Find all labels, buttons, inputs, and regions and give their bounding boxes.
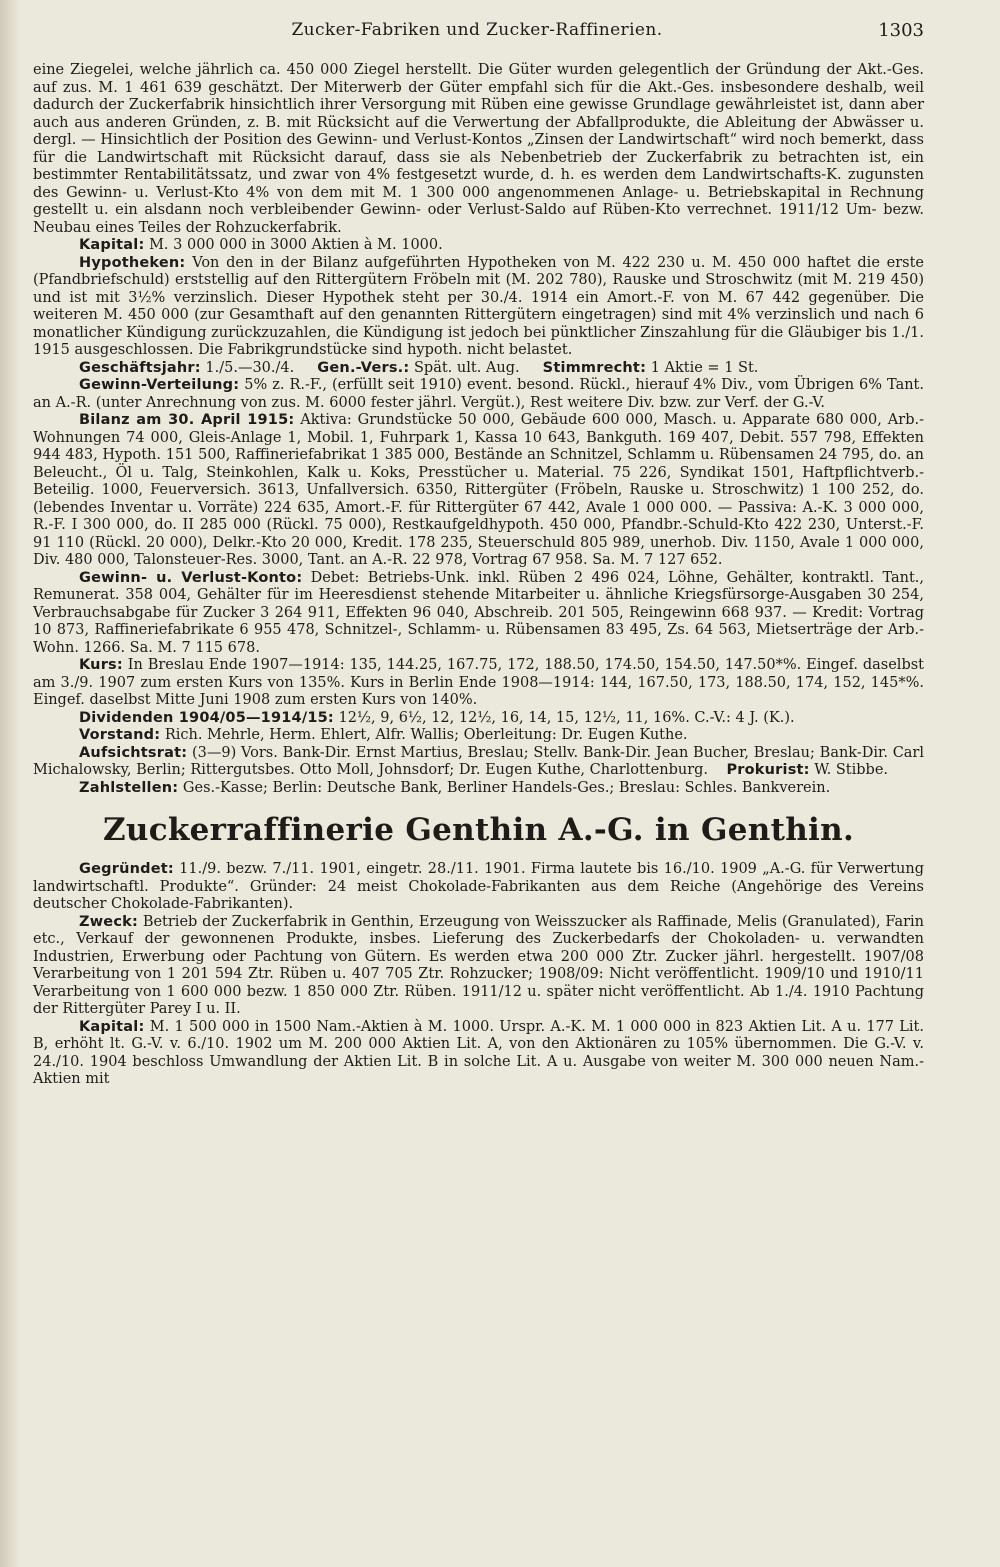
gewinnverteilung-text: 5% z. R.-F., (erfüllt seit 1910) event. besond. Rückl., hierauf 4% Div., vom Übrigen 6% Tant. an A.-R. (unter Anrechnung von zus. M. 6000 fester jährl. Vergüt.), Rest weitere Div. bzw. zur Verf. der G.-V. <box>33 377 924 411</box>
stimmrecht-label: Stimmrecht: <box>542 359 647 376</box>
geschaeftsjahr-label: Geschäftsjahr: <box>79 359 201 376</box>
guv-paragraph <box>33 570 924 658</box>
header-title: Zucker-Fabriken und Zucker-Raffinerien. <box>291 20 663 40</box>
bilanz-text: Aktiva: Grundstücke 50 000, Gebäude 600 000, Masch. u. Apparate 680 000, Arb.-Wohnungen 74 000, Gleis-Anlage 1, Mobil. 1, Fuhrpark 1, Kassa 10 643, Bankguth. 169 407, Debit. 557 798, Effekten 944 483, Hypoth. 151 500, Raffineriefabrikat 1 385 000, Bestände an Schnitzel, Schlamm u. Rübensamen 24 795, do. an Beleucht., Öl u. Talg, Steinkohlen, Kalk u. Koks, Presstücher u. Material. 75 226, Syndikat 1501, Haftpflichtverb.-Beteilig. 1000, Feuerversich. 3613, Unfallversich. 6350, Rittergüter (Fröbeln, Rauske u. Stroschwitz) 1 100 252, do. (lebendes Inventar u. Vorräte) 224 635, Amort.-F. für Rittergüter 67 442, Avale 1 000 000. — Passiva: A.-K. 3 000 000, R.-F. I 300 000, do. II 285 000 (Rückl. 75 000), Restkaufgeldhypoth. 450 000, Pfandbr.-Schuld-Kto 422 230, Unterst.-F. 91 110 (Rückl. 20 000), Delkr.-Kto 20 000, Kredit. 178 235, Steuerschuld 805 989, unerhob. Div. 1150, Avale 1 000 000, Div. 480 000, Talonsteuer-Res. 3000, Tant. an A.-R. 22 978, Vortrag 67 958. Sa. M. 7 127 652. <box>33 412 924 568</box>
dividenden-text: 12½, 9, 6½, 12, 12½, 16, 14, 15, 12½, 11, 16%. C.-V.: 4 J. (K.). <box>338 709 795 726</box>
kapital-text: M. 3 000 000 in 3000 Aktien à M. 1000. <box>149 237 443 253</box>
guv-label: Gewinn- u. Verlust-Konto: <box>79 569 303 586</box>
aufsichtsrat-paragraph <box>33 745 924 780</box>
zahlstellen-paragraph <box>33 780 924 798</box>
geschaeftsjahr-text: 1./5.—30./4. <box>205 359 295 376</box>
zweck-text: Betrieb der Zuckerfabrik in Genthin, Erzeugung von Weisszucker als Raffinade, Melis (Granulated), Farin etc., Verkauf der gewonnenen Produkte, insbes. Lieferung des Zuckerbedarfs der Chokoladen- u. verwandten Industrien, Erwerbung oder Pachtung von Gütern. Es werden etwa 200 000 Ztr. Zucker jährl. hergestellt. 1907/08 Verarbeitung von 1 201 594 Ztr. Rüben u. 407 705 Ztr. Rohzucker; 1908/09: Nicht veröffentlicht. 1909/10 und 1910/11 Verarbeitung von 1 600 000 bezw. 1 850 000 Ztr. Rüben. 1911/12 u. später nicht veröffentlicht. Ab 1./4. 1910 Pachtung der Rittergüter Parey I u. II. <box>33 913 925 1017</box>
intro-paragraph: eine Ziegelei, welche jährlich ca. 450 000 Ziegel herstellt. Die Güter wurden gelegentlich der Gründung der Akt.-Ges. auf zus. M. 1 461 639 geschätzt. Der Miterwerb der Güter empfahl sich für die Akt.-Ges. insbesondere deshalb, weil dadurch der Zuckerfabrik hinsichtlich ihrer Versorgung mit Rüben eine gewisse Grundlage gewährleistet ist, dann aber auch aus anderen Gründen, z. B. mit Rücksicht auf die Verwertung der Abfallprodukte, die Ableitung der Abwässer u. dergl. — Hinsichtlich der Position des Gewinn- und Verlust-Kontos „Zinsen der Landwirtschaft“ wird noch bemerkt, dass für die Landwirtschaft mit Rücksicht darauf, dass sie als Nebenbetrieb der Zuckerfabrik zu betrachten ist, ein bestimmter Rentabilitätssatz, und zwar von 4% festgesetzt wurde, d. h. es werden dem Landwirtschafts-K. zugunsten des Gewinn- u. Verlust-Kto 4% von dem mit M. 1 300 000 angenommenen Anlage- u. Betriebskapital in Rechnung gestellt u. ein alsdann noch verbleibender Gewinn- oder Verlust-Saldo auf Rüben-Kto verrechnet. 1911/12 Um- bezw. Neubau eines Teiles der Rohzuckerfabrik. <box>33 62 924 236</box>
gewinnverteilung-paragraph <box>33 377 924 412</box>
vorstand-label: Vorstand: <box>79 727 161 743</box>
gewinnverteilung-label: Gewinn-Verteilung: <box>79 377 240 393</box>
bilanz-paragraph <box>33 412 924 570</box>
company-heading: Zuckerraffinerie Genthin A.-G. in Genthin. <box>102 812 855 848</box>
gegruendet-paragraph <box>33 861 924 914</box>
zweck-paragraph <box>33 914 924 1019</box>
page-body <box>33 62 924 1089</box>
kapital2-paragraph <box>33 1019 924 1089</box>
hypotheken-label: Hypotheken: <box>79 254 186 271</box>
prokurist-label: Prokurist: <box>726 762 810 778</box>
vorstand-text: Rich. Mehrle, Herm. Ehlert, Alfr. Wallis; Oberleitung: Dr. Eugen Kuthe. <box>164 727 688 743</box>
kapital-paragraph <box>33 237 924 255</box>
kapital-label: Kapital: <box>79 237 145 253</box>
aufsichtsrat-label: Aufsichtsrat: <box>79 744 188 761</box>
gegruendet-text: 11./9. bezw. 7./11. 1901, eingetr. 28./11. 1901. Firma lautete bis 16./10. 1909 „A.-G. für Verwertung landwirtschaftl. Produkte“. Gründer: 24 meist Chokolade-Fabrikanten aus dem Reiche (Angehörige des Vereins deutscher Chokolade-Fabrikanten). <box>33 861 924 912</box>
hypotheken-text: Von den in der Bilanz aufgeführten Hypotheken von M. 422 230 u. M. 450 000 haftet die erste (Pfandbriefschuld) erststellig auf den Rittergütern Fröbeln mit (M. 202 780), Rauske und Stroschwitz (mit M. 219 450) und ist mit 3½% verzinslich. Dieser Hypothek steht per 30./4. 1914 ein Amort.-F. von M. 67 442 gegenüber. Die weiteren M. 450 000 (zur Gesamthaft auf den genannten Rittergütern eingetragen) sind mit 4% verzinslich und nach 6 monatlicher Kündigung zurückzuzahlen, die Kündigung ist jedoch bei pünktlicher Zinszahlung für die Gläubiger bis 1./1. 1915 ausgeschlossen. Die Fabrikgrundstücke sind hypoth. nicht belastet. <box>33 254 924 358</box>
zahlstellen-label: Zahlstellen: <box>79 779 179 796</box>
prokurist-text: W. Stibbe. <box>814 762 889 778</box>
aufsichtsrat-text: (3—9) Vors. Bank-Dir. Ernst Martius, Breslau; Stellv. Bank-Dir. Jean Bucher, Breslau; Bank-Dir. Carl Michalowsky, Berlin; Rittergutsbes. Otto Moll, Johnsdorf; Dr. Eugen Kuthe, Charlottenburg. <box>33 744 925 778</box>
geschaeftsjahr-paragraph <box>33 360 924 378</box>
stimmrecht-text: 1 Aktie = 1 St. <box>650 359 759 376</box>
gegruendet-label: Gegründet: <box>79 861 174 877</box>
running-header <box>30 12 924 52</box>
page-number: 1303 <box>878 20 924 41</box>
zahlstellen-text: Ges.-Kasse; Berlin: Deutsche Bank, Berliner Handels-Ges.; Breslau: Schles. Bankverein. <box>182 779 831 796</box>
genvers-label: Gen.-Vers.: <box>317 359 410 376</box>
page-spine-shadow <box>0 0 20 1567</box>
dividenden-label: Dividenden 1904/05—1914/15: <box>79 709 334 726</box>
dividenden-paragraph <box>33 710 924 728</box>
kurs-label: Kurs: <box>79 657 123 673</box>
zweck-label: Zweck: <box>79 913 138 930</box>
kapital2-text: M. 1 500 000 in 1500 Nam.-Aktien à M. 1000. Urspr. A.-K. M. 1 000 000 in 823 Aktien Lit. A u. 177 Lit. B, erhöht lt. G.-V. v. 6./10. 1902 um M. 200 000 Aktien Lit. A, von den Aktionären zu 105% übernommen. Die G.-V. v. 24./10. 1904 beschloss Umwandlung der Aktien Lit. B in solche Lit. A u. Ausgabe von weiter M. 300 000 neuen Nam.-Aktien mit <box>33 1018 924 1087</box>
vorstand-paragraph <box>33 727 924 745</box>
kurs-text: In Breslau Ende 1907—1914: 135, 144.25, 167.75, 172, 188.50, 174.50, 154.50, 147.50*%. Eingef. daselbst am 3./9. 1907 zum ersten Kurs von 135%. Kurs in Berlin Ende 1908—1914: 144, 167.50, 173, 188.50, 174, 152, 145*%. Eingef. daselbst Mitte Juni 1908 zum ersten Kurs von 140%. <box>33 657 924 708</box>
genvers-text: Spät. ult. Aug. <box>413 359 520 376</box>
guv-text: Debet: Betriebs-Unk. inkl. Rüben 2 496 024, Löhne, Gehälter, kontraktl. Tant., Remunerat. 358 004, Gehälter für im Heeresdienst stehende Mitarbeiter u. ähnliche Kriegsfürsorge-Ausgaben 30 254, Verbrauchsabgabe für Zucker 3 264 911, Effekten 96 040, Abschreib. 201 505, Reingewinn 668 937. — Kredit: Vortrag 10 873, Raffineriefabrikate 6 955 478, Schnitzel-, Schlamm- u. Rübensamen 83 495, Zs. 64 563, Mietserträge der Arb.-Wohn. 1266. Sa. M. 7 115 678. <box>33 569 925 656</box>
bilanz-label: Bilanz am 30. April 1915: <box>79 412 295 428</box>
kapital2-label: Kapital: <box>79 1018 145 1035</box>
hypotheken-paragraph <box>33 255 924 360</box>
kurs-paragraph <box>33 657 924 710</box>
